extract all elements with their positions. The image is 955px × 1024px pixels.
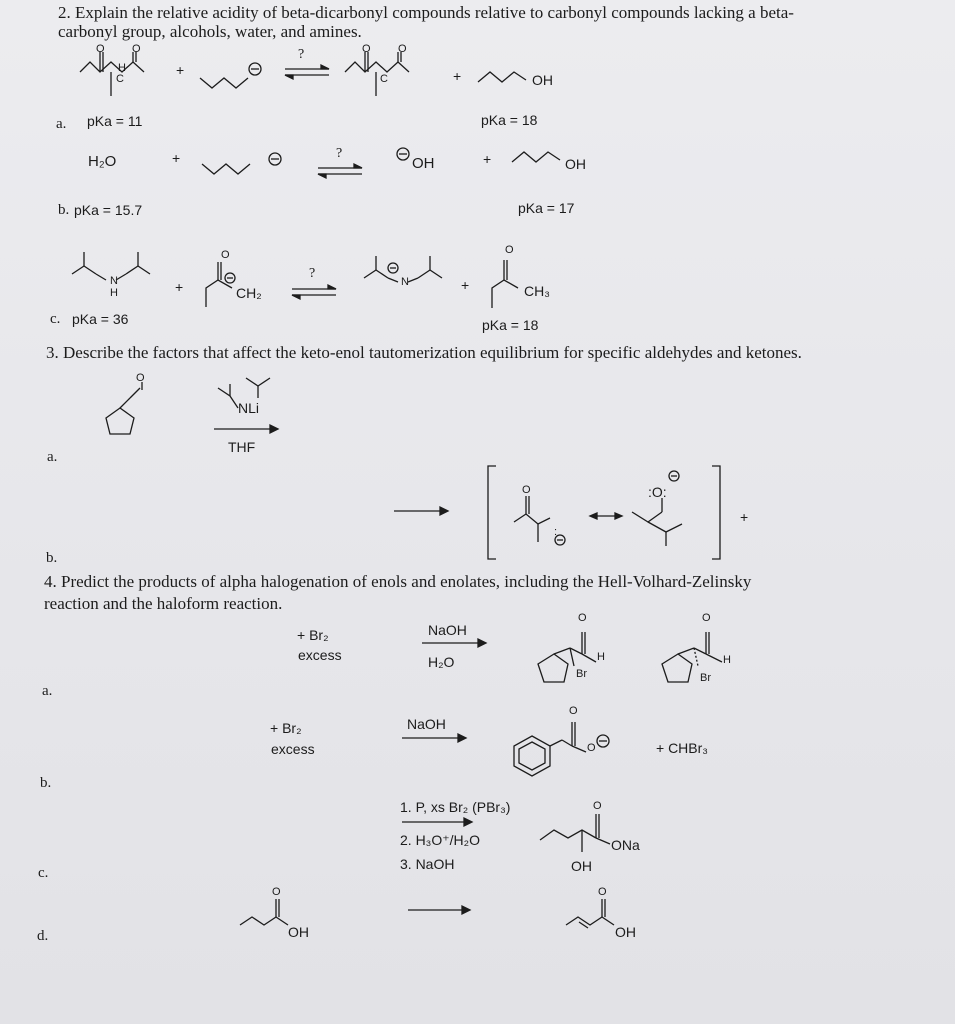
row-label-c: c.: [38, 865, 49, 881]
atom-br: Br: [576, 668, 587, 680]
equilibrium-arrow-icon: [290, 284, 340, 300]
atom-br: Br: [700, 672, 711, 684]
row-label-b: b.: [58, 202, 70, 218]
plus-sign: +: [172, 150, 181, 166]
water-label: H₂O: [88, 153, 117, 170]
negative-charge-icon: [248, 62, 266, 76]
row-label-b: b.: [46, 550, 58, 566]
atom-n: N: [401, 276, 409, 288]
atom-o: O: [587, 742, 596, 754]
reaction-arrow-icon: [212, 424, 282, 434]
atom-o: O: [136, 372, 145, 384]
reagent-naoh: NaOH: [407, 716, 446, 732]
plus-sign: +: [453, 68, 462, 84]
row-label-a: a.: [56, 116, 67, 132]
reagent-note: excess: [298, 647, 342, 663]
row-label-a: a.: [47, 449, 58, 465]
q2-prompt-line1: 2. Explain the relative acidity of beta-dicarbonyl compounds relative to carbonyl compounds lacking a beta-: [58, 3, 794, 22]
carbanion-dots: :: [554, 526, 558, 538]
plus-sign: +: [461, 277, 470, 293]
question-mark: ?: [298, 47, 305, 62]
atom-h: H: [597, 651, 605, 663]
acetone-structure: [484, 250, 544, 310]
reaction-arrow-icon: [400, 817, 480, 827]
beta-dicarbonyl-structure: [80, 44, 175, 104]
question-mark: ?: [309, 266, 316, 281]
row-label-d: d.: [37, 928, 49, 944]
negative-charge-icon: [596, 734, 612, 750]
atom-o: O: [221, 249, 230, 261]
atom-h: H: [723, 654, 731, 666]
pka-right: pKa = 18: [481, 112, 538, 128]
enolate-oxygen: :O:: [648, 484, 667, 500]
atom-o-4: O: [398, 43, 407, 55]
pka-left: pKa = 15.7: [74, 202, 143, 218]
reaction-arrow-icon: [406, 905, 476, 915]
row-label-b: b.: [40, 775, 52, 791]
enolate-structure: [345, 44, 440, 104]
plus-sign: +: [483, 151, 492, 167]
ch2-label: CH₂: [236, 285, 262, 301]
pka-left: pKa = 11: [87, 113, 143, 129]
pka-right: pKa = 18: [482, 317, 539, 333]
ethanol-oh-label: OH: [565, 156, 586, 172]
negative-charge-icon: [224, 272, 238, 286]
unsaturated-acid-structure: [566, 895, 656, 935]
solvent-label: THF: [228, 439, 256, 455]
reagent-br2: + Br₂: [297, 627, 329, 643]
hvz-step-2: 2. H₃O⁺/H₂O: [400, 832, 480, 848]
atom-o: O: [569, 705, 578, 717]
reagent-note: excess: [271, 741, 315, 757]
equilibrium-arrow-icon: [316, 163, 366, 179]
atom-o-2: O: [132, 43, 141, 55]
atom-o: O: [578, 612, 587, 624]
oh-label: OH: [571, 858, 592, 874]
atom-c: C: [116, 73, 124, 85]
atom-o-1: O: [96, 43, 105, 55]
pka-left: pKa = 36: [72, 311, 129, 327]
cyclopentyl-aldehyde-structure: [104, 376, 174, 436]
reagent-naoh: NaOH: [428, 622, 467, 638]
ethanol-structure: [512, 148, 572, 178]
resonance-arrow-icon: [588, 511, 628, 521]
ethanol-oh-label: OH: [532, 72, 553, 88]
plus-sign: +: [175, 279, 184, 295]
atom-o: O: [702, 612, 711, 624]
atom-o: O: [505, 244, 514, 256]
reaction-arrow-icon: [392, 505, 452, 517]
q4-prompt-line2: reaction and the haloform reaction.: [44, 594, 283, 613]
byproduct-label: + CHBr₃: [656, 740, 708, 756]
reaction-arrow-icon: [400, 733, 472, 743]
reaction-arrow-icon: [420, 638, 492, 648]
reagent-br2: + Br₂: [270, 720, 302, 736]
reagent-water: H₂O: [428, 654, 455, 670]
question-mark: ?: [336, 146, 343, 161]
atom-c-2: C: [380, 73, 388, 85]
atom-o: O: [272, 886, 281, 898]
atom-o: O: [598, 886, 607, 898]
hvz-step-1: 1. P, xs Br₂ (PBr₃): [400, 799, 511, 815]
ethoxide-structure: [202, 160, 272, 190]
oh-label-right: OH: [615, 924, 636, 940]
atom-h: H: [110, 287, 118, 299]
alpha-bromo-aldehyde-structure-1: [526, 622, 626, 692]
negative-charge-icon: [387, 262, 401, 276]
plus-sign: +: [176, 62, 185, 78]
atom-h: H: [118, 62, 126, 74]
oh-label-left: OH: [288, 924, 309, 940]
atom-o: O: [522, 484, 531, 496]
pka-right: pKa = 17: [518, 200, 575, 216]
q4-prompt-line1: 4. Predict the products of alpha halogenation of enols and enolates, including the Hell-Volhard-Zelinsky: [44, 572, 752, 591]
hydroxide-label: OH: [412, 155, 435, 172]
negative-charge-icon: [668, 470, 682, 484]
plus-sign: +: [740, 509, 749, 525]
atom-o-3: O: [362, 43, 371, 55]
q2-prompt-line2: carbonyl group, alcohols, water, and amines.: [58, 22, 362, 41]
nli-label: NLi: [238, 400, 260, 416]
atom-o: O: [593, 800, 602, 812]
atom-n: N: [110, 275, 118, 287]
ch3-label: CH₃: [524, 283, 550, 299]
row-label-c: c.: [50, 311, 61, 327]
negative-charge-icon: [554, 534, 568, 548]
row-label-a: a.: [42, 683, 53, 699]
equilibrium-arrow-icon: [283, 64, 333, 80]
ona-label: ONa: [611, 837, 640, 853]
negative-charge-icon: [268, 152, 286, 166]
q3-prompt: 3. Describe the factors that affect the keto-enol tautomerization equilibrium for specific aldehydes and ketones.: [46, 343, 802, 362]
ethanol-structure: [478, 64, 538, 94]
hvz-step-3: 3. NaOH: [400, 856, 455, 872]
